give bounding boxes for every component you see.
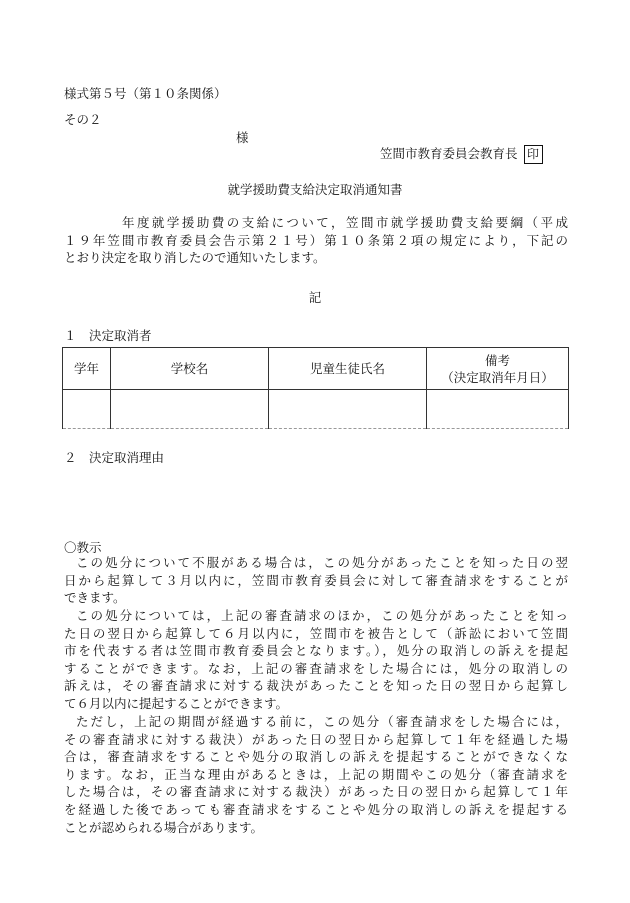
- cancel-table: [62, 347, 569, 429]
- notice-line: て６月以内に提起することができます。: [64, 695, 289, 711]
- notice-line: この処分について不服がある場合は，この処分があったことを知った日の翌: [76, 555, 568, 570]
- header-remarks-sub: （決定取消年月日）: [441, 369, 554, 385]
- notice-line: ことが認められる場合があります。: [64, 819, 264, 835]
- notice-line: た日の翌日から起算して６月以内に，笠間市を被告として（訴訟において笠間: [64, 625, 568, 641]
- header-school: 学校名: [111, 348, 269, 390]
- intro-line: 年度就学援助費の支給について，笠間市就学援助費支給要綱（平成: [122, 215, 568, 230]
- notice-line: した場合は，その審査請求に対する裁決）があった日の翌日から起算して１年: [64, 784, 568, 800]
- notice-line: 合は，審査請求をすることや処分の取消しの訴えを提起することができなくな: [64, 749, 568, 765]
- header-remarks: [427, 348, 569, 390]
- header-student-name: 児童生徒氏名: [269, 348, 427, 390]
- table-row: [63, 390, 569, 429]
- notice-line: することができます。なお，上記の審査請求をした場合には，処分の取消しの: [64, 660, 568, 676]
- intro-paragraph: [64, 214, 568, 267]
- intro-line: １９年笠間市教育委員会告示第２１号）第１０条第２項の規定により，下記の: [64, 232, 568, 248]
- section2-heading: ２ 決定取消理由: [64, 450, 165, 465]
- notice-line: ります。なお，正当な理由があるときは，上記の期間やこの処分（審査請求を: [64, 766, 568, 782]
- form-number: 様式第５号（第１０条関係）: [64, 86, 227, 101]
- notice-line: 日から起算して３月以内に，笠間市教育委員会に対して審査請求をすることが: [64, 572, 568, 588]
- table-header-row: [63, 348, 569, 390]
- ki-heading: 記: [308, 290, 322, 305]
- cell-grade: [63, 390, 111, 429]
- notice-line: この処分については，上記の審査請求のほか，この処分があったことを知っ: [76, 608, 568, 623]
- notice-line: 市を代表する者は笠間市教育委員会となります。），処分の取消しの訴えを提起: [64, 643, 568, 659]
- section1-heading: １ 決定取消者: [64, 328, 152, 343]
- header-grade: 学年: [63, 348, 111, 390]
- notice-paragraph-3: [64, 713, 568, 836]
- notice-line: 訴えは，その審査請求に対する裁決があったことを知った日の翌日から起算し: [64, 678, 568, 694]
- document-title: 就学援助費支給決定取消通知書: [227, 182, 403, 197]
- seal-mark: 印: [524, 145, 543, 164]
- header-remarks-label: 備考: [484, 352, 510, 368]
- notice-line: できます。: [64, 590, 126, 606]
- addressee-suffix: 様: [236, 130, 249, 145]
- issuer-block: [380, 144, 543, 164]
- cell-remarks: [427, 390, 569, 429]
- notice-heading: 〇教示: [64, 540, 102, 555]
- cell-school: [111, 390, 269, 429]
- issuer-name: 笠間市教育委員会教育長: [380, 146, 518, 161]
- notice-line: その審査請求に対する裁決）があった日の翌日から起算して１年を経過した場: [64, 731, 568, 747]
- cell-student-name: [269, 390, 427, 429]
- notice-paragraph-1: [64, 554, 568, 607]
- sub-number: その２: [64, 112, 102, 127]
- notice-line: を経過した後であっても審査請求をすることや処分の取消しの訴えを提起する: [64, 801, 568, 817]
- notice-paragraph-2: [64, 607, 568, 713]
- notice-line: ただし，上記の期間が経過する前に，この処分（審査請求をした場合には，: [76, 714, 568, 729]
- intro-line: とおり決定を取り消したので通知いたします。: [64, 250, 326, 266]
